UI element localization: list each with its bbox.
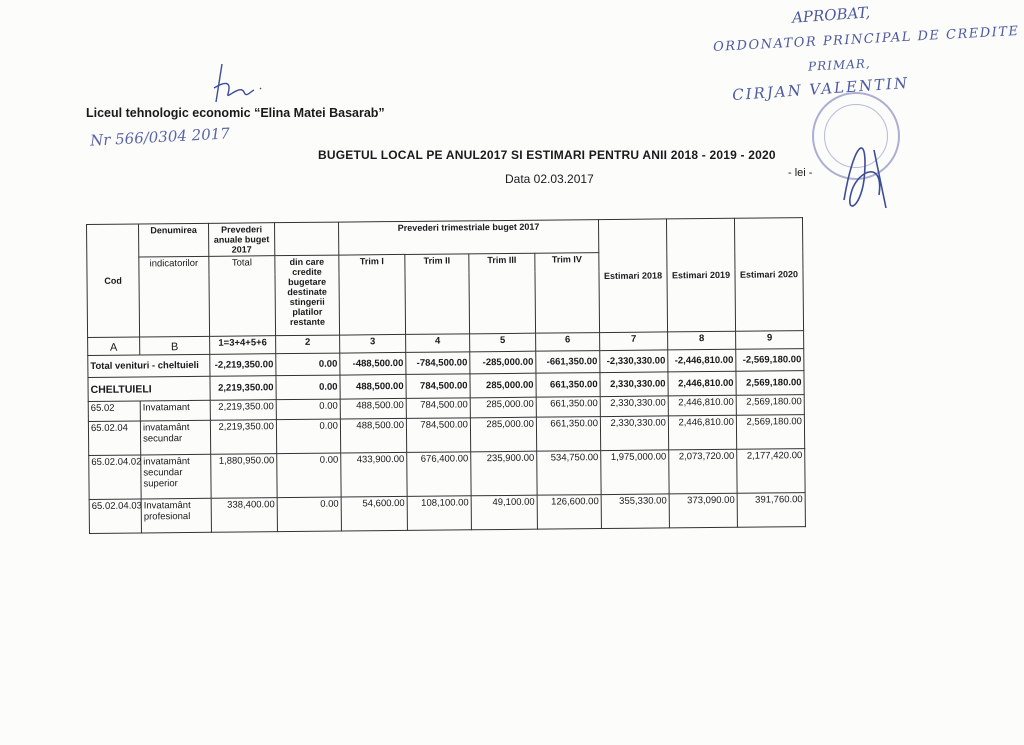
school-name: Liceul tehnologic economic “Elina Matei Basarab” — [86, 106, 385, 120]
cell-trim-4: 661,350.00 — [536, 397, 600, 418]
cell-est-2018: 2,330,330.00 — [600, 416, 668, 451]
document-title: BUGETUL LOCAL PE ANUL2017 SI ESTIMARI PENTRU ANII 2018 - 2019 - 2020 — [318, 148, 776, 162]
cell-trim-1: 488,500.00 — [340, 418, 406, 453]
index-cell: 6 — [536, 333, 600, 352]
approval-role: ORDONATOR PRINCIPAL DE CREDITE — [712, 23, 1020, 56]
cell-est-2020: -2,569,180.00 — [736, 349, 804, 372]
cell-total: 2,219,350.00 — [210, 420, 276, 455]
cell-trim-3: 49,100.00 — [471, 495, 537, 530]
cell-est-2019: 373,090.00 — [669, 493, 737, 528]
row-name: Invatamânt profesional — [141, 498, 211, 533]
cell-restante: 0.00 — [276, 399, 340, 420]
index-cell: 9 — [736, 331, 804, 350]
cell-trim-2: 784,500.00 — [406, 398, 470, 419]
cell-trim-3: 235,900.00 — [471, 451, 537, 496]
row-code: 65.02.04 — [88, 421, 140, 455]
cell-trim-1: -488,500.00 — [340, 352, 406, 375]
cell-trim-2: 676,400.00 — [407, 452, 471, 497]
index-cell: 7 — [600, 332, 668, 351]
cell-total: 2,219,350.00 — [210, 400, 276, 421]
cell-trim-3: 285,000.00 — [470, 397, 536, 418]
cell-restante: 0.00 — [276, 419, 340, 454]
cell-trim-4: 661,350.00 — [536, 373, 600, 398]
header-trim-1: Trim I — [339, 254, 406, 335]
cell-trim-1: 488,500.00 — [340, 374, 406, 399]
cell-est-2018: 355,330.00 — [601, 494, 669, 529]
row-label: CHELTUIELI — [88, 376, 210, 401]
cell-total: -2,219,350.00 — [210, 354, 276, 377]
header-din-care: din care credite bugetare destinate stingerii platilor restante — [275, 255, 340, 336]
row-code: 65.02.04.03 — [89, 499, 141, 533]
cell-trim-2: 108,100.00 — [407, 496, 471, 531]
header-empty-cell — [274, 222, 338, 256]
currency-label: - lei - — [788, 167, 813, 179]
cell-total: 1,880,950.00 — [211, 454, 277, 499]
header-estimari-2019: Estimari 2019 — [666, 218, 735, 332]
cell-restante: 0.00 — [276, 353, 340, 376]
cell-est-2019: 2,073,720.00 — [669, 449, 737, 494]
table-row — [89, 493, 805, 534]
cell-est-2018: 2,330,330.00 — [600, 372, 668, 397]
cell-restante: 0.00 — [277, 497, 341, 532]
approval-title: PRIMAR, — [807, 56, 871, 74]
index-cell: 1=3+4+5+6 — [210, 336, 276, 355]
approval-heading: APROBAT, — [791, 3, 871, 27]
header-total: Total — [209, 256, 276, 337]
index-cell: 2 — [276, 335, 340, 354]
header-prevederi-trimestriale: Prevederi trimestriale buget 2017 — [338, 220, 598, 255]
director-signature — [210, 58, 270, 108]
cell-est-2019: 2,446,810.00 — [668, 395, 736, 416]
cell-est-2020: 2,177,420.00 — [737, 449, 805, 494]
cell-trim-1: 54,600.00 — [341, 496, 407, 531]
row-name: Invatamant — [140, 400, 210, 421]
header-estimari-2018: Estimari 2018 — [598, 219, 667, 333]
cell-trim-4: 126,600.00 — [537, 495, 601, 530]
cell-trim-2: -784,500.00 — [406, 352, 470, 375]
row-name: invatamânt secundar superior — [141, 454, 211, 499]
index-cell: 5 — [470, 333, 536, 352]
mayor-signature — [824, 120, 904, 220]
cell-est-2019: -2,446,810.00 — [668, 349, 736, 372]
index-cell: 8 — [668, 331, 736, 350]
cell-trim-4: 534,750.00 — [537, 451, 601, 496]
row-code: 65.02.04.02 — [89, 455, 141, 499]
header-trim-3: Trim III — [469, 253, 536, 334]
cell-est-2018: 1,975,000.00 — [601, 450, 669, 495]
cell-est-2018: -2,330,330.00 — [600, 350, 668, 373]
cell-total: 2,219,350.00 — [210, 376, 276, 401]
cell-est-2020: 2,569,180.00 — [736, 395, 804, 416]
cell-trim-3: 285,000.00 — [470, 417, 536, 452]
header-estimari-2020: Estimari 2020 — [734, 218, 803, 332]
document-date: Data 02.03.2017 — [505, 172, 594, 186]
cell-trim-2: 784,500.00 — [406, 374, 470, 399]
cell-est-2019: 2,446,810.00 — [668, 415, 736, 450]
row-name: invatamânt secundar — [140, 420, 210, 455]
cell-trim-1: 433,900.00 — [341, 452, 407, 497]
cell-est-2020: 391,760.00 — [737, 493, 805, 528]
cell-restante: 0.00 — [276, 375, 340, 400]
header-trim-4: Trim IV — [535, 253, 600, 334]
header-prevederi-anuale: Prevederi anuale buget 2017 — [208, 223, 274, 257]
header-trim-2: Trim II — [405, 254, 470, 335]
cell-est-2019: 2,446,810.00 — [668, 371, 736, 396]
row-label: Total venituri - cheltuieli — [88, 354, 210, 377]
registration-number: Nr 566/0304 2017 — [89, 124, 231, 150]
cell-trim-1: 488,500.00 — [340, 398, 406, 419]
cell-est-2018: 2,330,330.00 — [600, 396, 668, 417]
cell-trim-3: 285,000.00 — [470, 373, 536, 398]
cell-trim-2: 784,500.00 — [406, 418, 470, 453]
cell-est-2020: 2,569,180.00 — [736, 415, 804, 450]
index-cell: A — [88, 337, 140, 355]
index-cell: 3 — [340, 334, 406, 353]
budget-table — [86, 217, 806, 534]
table-row — [89, 449, 805, 500]
index-cell: 4 — [406, 334, 470, 353]
header-denumirea: Denumirea — [139, 223, 209, 257]
cell-total: 338,400.00 — [211, 498, 277, 533]
header-indicatorilor: indicatorilor — [139, 256, 210, 337]
cell-trim-3: -285,000.00 — [470, 351, 536, 374]
row-code: 65.02 — [88, 401, 140, 421]
cell-est-2020: 2,569,180.00 — [736, 371, 804, 396]
cell-trim-4: -661,350.00 — [536, 351, 600, 374]
index-cell: B — [140, 336, 210, 355]
approval-signatory: CIRJAN VALENTIN — [731, 73, 910, 105]
cell-restante: 0.00 — [277, 453, 341, 498]
header-cod: Cod — [87, 224, 140, 337]
cell-trim-4: 661,350.00 — [536, 417, 600, 452]
